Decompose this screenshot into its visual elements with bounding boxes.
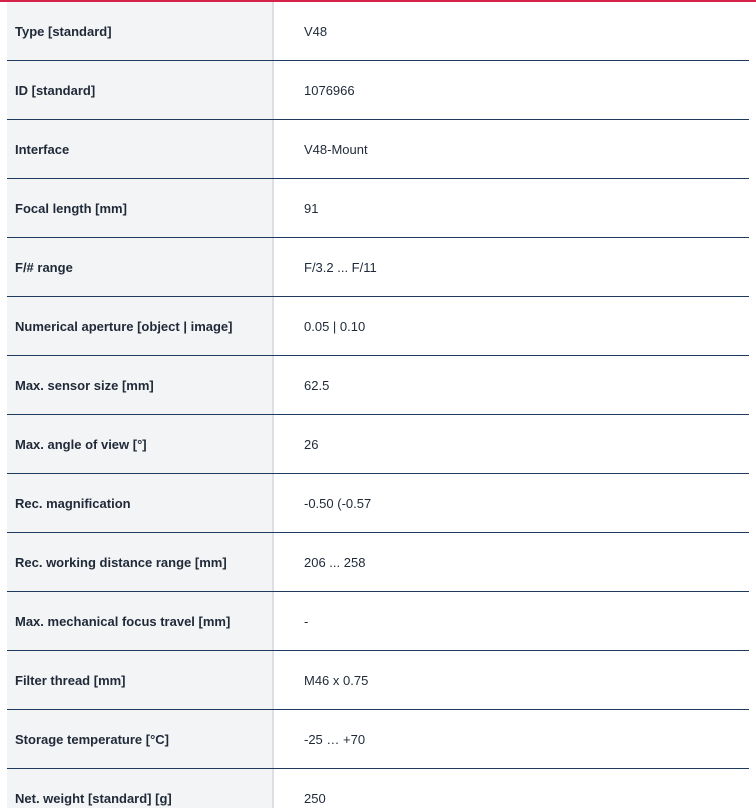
spec-label-net-weight: Net. weight [standard] [g] — [7, 769, 274, 808]
spec-value-rec-working-distance: 206 ... 258 — [304, 554, 366, 570]
table-row — [7, 120, 749, 179]
spec-label-f-range: F/# range — [7, 238, 274, 296]
table-row — [7, 61, 749, 120]
table-row — [7, 710, 749, 769]
spec-label-interface: Interface — [7, 120, 274, 178]
spec-value-interface: V48-Mount — [304, 141, 368, 157]
spec-value-f-range: F/3.2 ... F/11 — [304, 259, 377, 275]
table-row — [7, 356, 749, 415]
spec-value-id: 1076966 — [304, 82, 355, 98]
spec-value-max-angle-of-view: 26 — [304, 436, 319, 452]
spec-label-numerical-aperture: Numerical aperture [object | image] — [7, 297, 274, 355]
table-row — [7, 769, 749, 808]
table-row — [7, 651, 749, 710]
spec-label-max-focus-travel: Max. mechanical focus travel [mm] — [7, 592, 274, 650]
spec-label-focal-length: Focal length [mm] — [7, 179, 274, 237]
table-row — [7, 415, 749, 474]
table-row — [7, 238, 749, 297]
table-row — [7, 2, 749, 61]
spec-value-max-sensor-size: 62.5 — [304, 377, 330, 393]
table-row — [7, 533, 749, 592]
spec-value-numerical-aperture: 0.05 | 0.10 — [304, 318, 366, 334]
spec-value-storage-temperature: -25 … +70 — [304, 731, 366, 747]
spec-value-rec-magnification: -0.50 (-0.57 — [304, 495, 372, 511]
spec-label-rec-magnification: Rec. magnification — [7, 474, 274, 532]
spec-label-type: Type [standard] — [7, 2, 274, 60]
spec-value-max-focus-travel: - — [304, 613, 309, 629]
spec-value-filter-thread: M46 x 0.75 — [304, 672, 369, 688]
table-row — [7, 297, 749, 356]
table-row — [7, 592, 749, 651]
spec-value-net-weight: 250 — [304, 790, 326, 806]
spec-label-filter-thread: Filter thread [mm] — [7, 651, 274, 709]
spec-label-max-sensor-size: Max. sensor size [mm] — [7, 356, 274, 414]
spec-value-type: V48 — [304, 23, 328, 39]
specifications-table — [7, 2, 749, 808]
spec-label-storage-temperature: Storage temperature [°C] — [7, 710, 274, 768]
table-row — [7, 179, 749, 238]
spec-label-rec-working-distance: Rec. working distance range [mm] — [7, 533, 274, 591]
spec-value-focal-length: 91 — [304, 200, 319, 216]
spec-label-id: ID [standard] — [7, 61, 274, 119]
table-row — [7, 474, 749, 533]
spec-label-max-angle-of-view: Max. angle of view [°] — [7, 415, 274, 473]
